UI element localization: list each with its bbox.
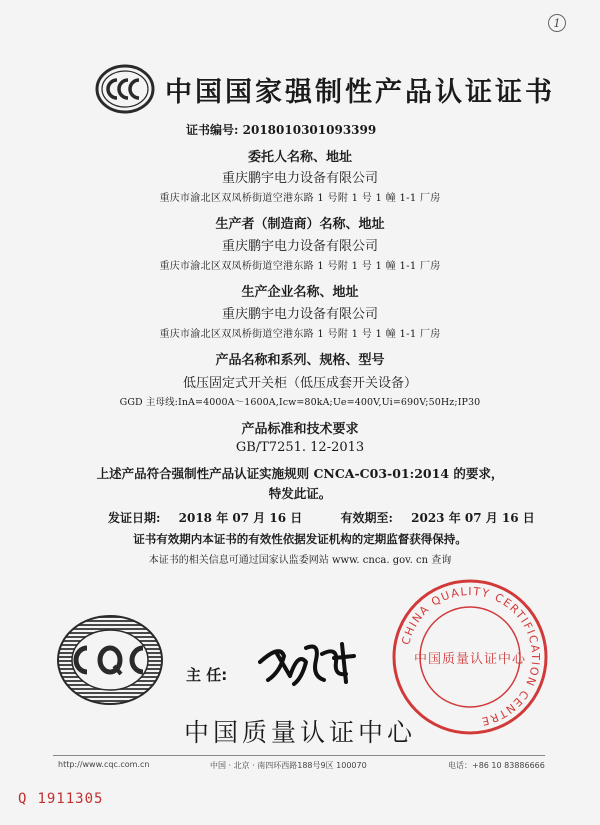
conformity-statement-line2: 特发此证。	[268, 486, 332, 501]
page-mark: 1	[548, 14, 566, 32]
serial-number	[18, 791, 103, 807]
footer-divider	[53, 755, 545, 756]
cqc-logo-icon	[55, 612, 165, 708]
factory-address: 重庆市渝北区双凤桥街道空港东路 1 号附 1 号 1 幢 1-1 厂房	[159, 329, 441, 340]
manufacturer-address: 重庆市渝北区双凤桥街道空港东路 1 号附 1 号 1 幢 1-1 厂房	[159, 261, 441, 272]
certificate-number-label: 证书编号:	[186, 123, 239, 137]
footer-tel: 电话：+86 10 83886666	[448, 761, 545, 770]
footer-address: 中国 · 北京 · 南四环西路188号9区 100070	[210, 761, 367, 770]
factory-name: 重庆鹏宇电力设备有限公司	[221, 307, 378, 322]
query-note: 本证书的相关信息可通过国家认监委网站 www. cnca. gov. cn 查询	[148, 555, 452, 566]
director-signature-icon	[250, 632, 370, 692]
ccc-logo-icon	[95, 64, 155, 114]
conformity-statement-line1: 上述产品符合强制性产品认证实施规则 CNCA-C03-01:2014 的要求，	[96, 466, 504, 481]
certificate-number	[186, 121, 376, 138]
manufacturer-heading: 生产者（制造商）名称、地址	[215, 217, 385, 232]
manufacturer-name: 重庆鹏宇电力设备有限公司	[221, 239, 378, 254]
certificate-dates	[108, 509, 535, 526]
director-label: 主 任:	[186, 666, 228, 684]
certificate-number-value: 2018010301093399	[242, 123, 377, 137]
standard-heading: 产品标准和技术要求	[241, 422, 359, 437]
issue-date-value: 2018 年 07 月 16 日	[178, 511, 303, 525]
seal-outer-text: CHINA QUALITY CERTIFICATION CENTRE	[399, 584, 543, 729]
footer-website: http://www.cqc.com.cn	[58, 760, 150, 769]
valid-until-label: 有效期至:	[340, 511, 393, 525]
serial-prefix: Q	[18, 791, 28, 807]
seal-inner-text: 中国质量认证中心	[413, 652, 527, 667]
client-name: 重庆鹏宇电力设备有限公司	[221, 171, 378, 186]
certificate-title: 中国国家强制性产品认证证书	[165, 77, 555, 108]
product-heading: 产品名称和系列、规格、型号	[215, 353, 385, 368]
client-heading: 委托人名称、地址	[247, 150, 352, 165]
valid-until-value: 2023 年 07 月 16 日	[411, 511, 535, 525]
issue-date-label: 发证日期:	[108, 511, 161, 525]
serial-value: 1911305	[37, 791, 104, 807]
standard-value: GB/T7251. 12-2013	[235, 440, 365, 455]
issuing-authority: 中国质量认证中心	[183, 718, 416, 747]
product-name: 低压固定式开关柜（低压成套开关设备）	[182, 376, 417, 391]
validity-note: 证书有效期内本证书的有效性依据发证机构的定期监督获得保持。	[133, 532, 467, 546]
client-address: 重庆市渝北区双凤桥街道空港东路 1 号附 1 号 1 幢 1-1 厂房	[159, 193, 441, 204]
factory-heading: 生产企业名称、地址	[241, 285, 359, 300]
product-spec: GGD 主母线:InA=4000A～1600A,Icw=80kA;Ue=400V,Ui=690V;50Hz;IP30	[119, 397, 481, 408]
